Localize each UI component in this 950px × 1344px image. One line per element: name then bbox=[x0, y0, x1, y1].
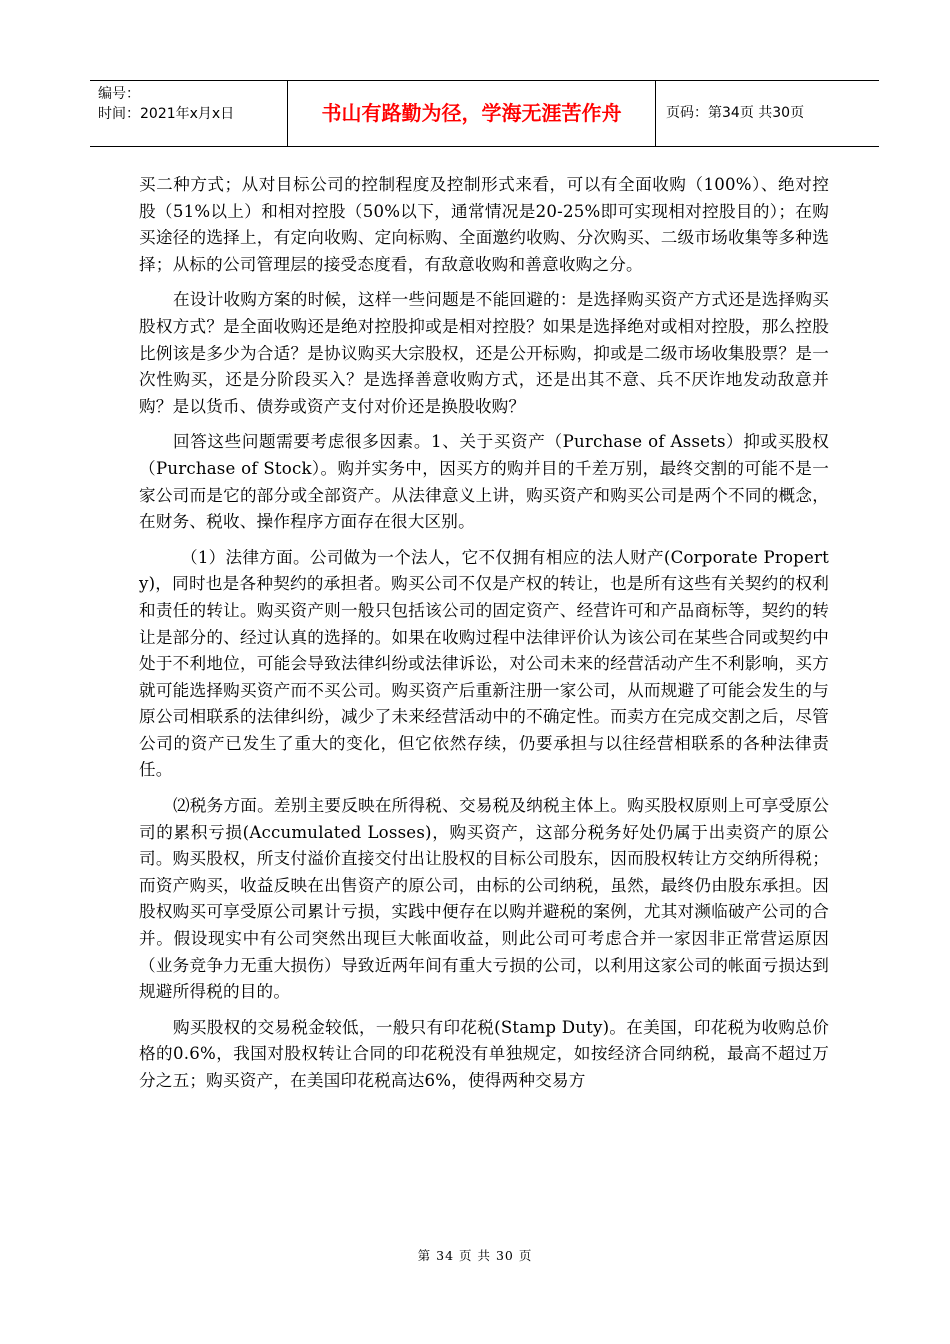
document-body bbox=[139, 172, 829, 1104]
header-page-label: 页码：第34页 共30页 bbox=[666, 105, 805, 121]
header-table bbox=[90, 80, 879, 147]
paragraph-5: ⑵税务方面。差别主要反映在所得税、交易税及纳税主体上。购买股权原则上可享受原公司的累积亏损(Accumulated Losses)，购买资产，这部分税务好处仍属于出卖资产的原公司。购买股权，所支付溢价直接交付出让股权的目标公司股东，因而股权转让方交纳所得税；而资产购买，收益反映在出售资产的原公司，由标的公司纳税，虽然，最终仍由股东承担。因股权购买可享受原公司累计亏损，实践中便存在以购并避税的案例，尤其对濒临破产公司的合并。假设现实中有公司突然出现巨大帐面收益，则此公司可考虑合并一家因非正常营运原因（业务竞争力无重大损伤）导致近两年间有重大亏损的公司，以利用这家公司的帐面亏损达到规避所得税的目的。 bbox=[139, 796, 829, 1002]
header-motto: 书山有路勤为径，学海无涯苦作舟 bbox=[288, 81, 656, 146]
header-info-cell bbox=[90, 81, 288, 146]
document-time-label: 时间：2021年x月x日 bbox=[98, 106, 235, 122]
paragraph-1: 买二种方式；从对目标公司的控制程度及控制形式来看，可以有全面收购（100%）、绝对控股（51%以上）和相对控股（50%以下，通常情况是20-25%即可实现相对控股目的）；在购买途径的选择上，有定向收购、定向标购、全面邀约收购、分次购买、二级市场收集等多种选择；从标的公司管理层的接受态度看，有敌意收购和善意收购之分。 bbox=[139, 175, 829, 274]
paragraph-2: 在设计收购方案的时候，这样一些问题是不能回避的：是选择购买资产方式还是选择购买股权方式？是全面收购还是绝对控股抑或是相对控股？如果是选择绝对或相对控股，那么控股比例该是多少为合适？是协议购买大宗股权，还是公开标购，抑或是二级市场收集股票？是一次性购买，还是分阶段买入？是选择善意收购方式，还是出其不意、兵不厌诈地发动敌意并购？是以货币、债券或资产支付对价还是换股收购？ bbox=[139, 290, 829, 416]
paragraph-4: （1）法律方面。公司做为一个法人，它不仅拥有相应的法人财产(Corporate Property)，同时也是各种契约的承担者。购买公司不仅是产权的转让，也是所有这些有关契约的权利和责任的转让。购买资产则一般只包括该公司的固定资产、经营许可和产品商标等，契约的转让是部分的、经过认真的选择的。如果在收购过程中法律评价认为该公司在某些合同或契约中处于不利地位，可能会导致法律纠纷或法律诉讼，对公司未来的经营活动产生不利影响，买方就可能选择购买资产而不买公司。购买资产后重新注册一家公司，从而规避了可能会发生的与原公司相联系的法律纠纷，减少了未来经营活动中的不确定性。而卖方在完成交割之后，尽管公司的资产已发生了重大的变化，但它依然存续，仍要承担与以往经营相联系的各种法律责任。 bbox=[139, 547, 829, 780]
paragraph-3: 回答这些问题需要考虑很多因素。1、关于买资产（Purchase of Assets）抑或买股权（Purchase of Stock）。购并实务中，因买方的购并目的千差万别，最终交割的可能不是一家公司而是它的部分或全部资产。从法律意义上讲，购买资产和购买公司是两个不同的概念，在财务、税收、操作程序方面存在很大区别。 bbox=[139, 432, 829, 532]
paragraph-6: 购买股权的交易税金较低，一般只有印花税(Stamp Duty)。在美国，印花税为收购总价格的0.6%，我国对股权转让合同的印花税没有单独规定，如按经济合同纳税，最高不超过万分之五；购买资产，在美国印花税高达6%，使得两种交易方 bbox=[139, 1017, 829, 1090]
document-number-label: 编号： bbox=[98, 86, 140, 102]
page-footer: 第 34 页 共 30 页 bbox=[417, 1248, 533, 1263]
